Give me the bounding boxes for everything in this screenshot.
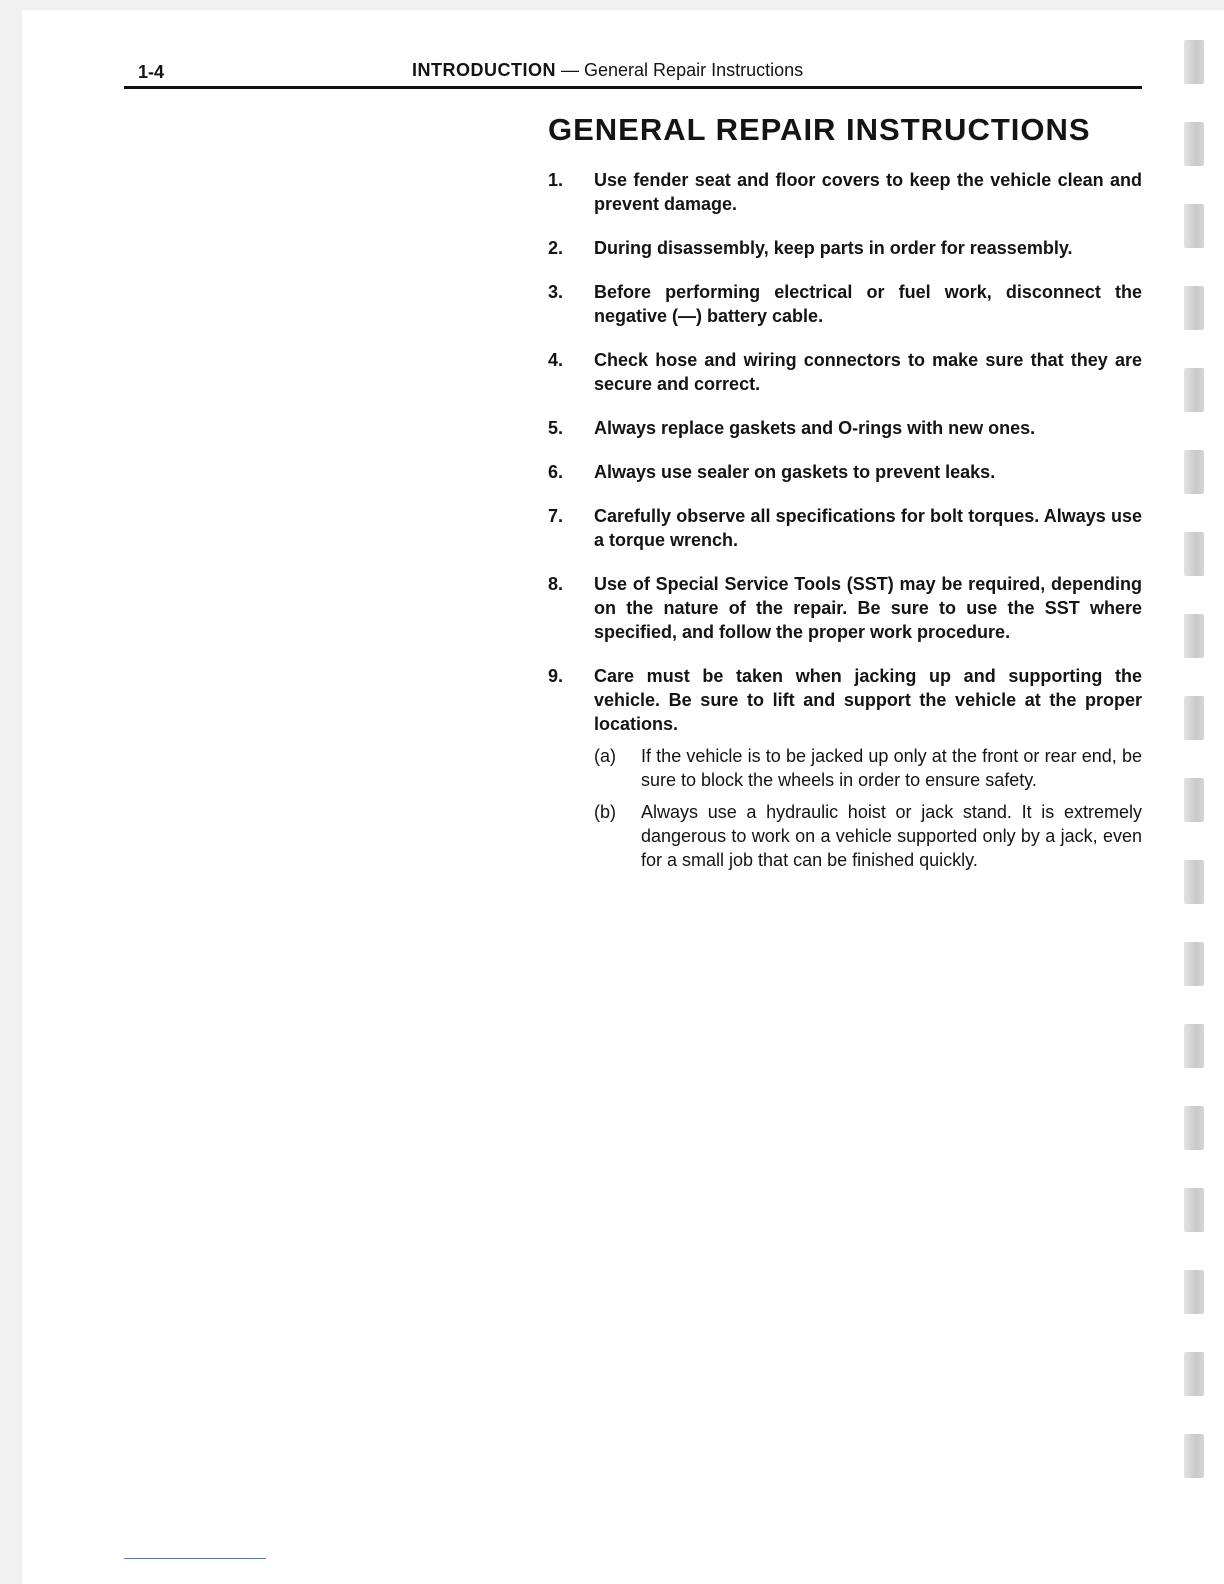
sub-step [594, 800, 1142, 872]
binder-tab [1184, 1106, 1204, 1150]
instructions-content [548, 110, 1142, 892]
binder-tab [1184, 860, 1204, 904]
binder-tab [1184, 40, 1204, 84]
step-text: Care must be taken when jacking up and supporting the vehicle. Be sure to lift and support the vehicle at the proper locations. [594, 666, 1142, 734]
step-body [594, 348, 1142, 396]
binder-tab [1184, 778, 1204, 822]
step-body [594, 168, 1142, 216]
sub-step-text: If the vehicle is to be jacked up only at the front or rear end, be sure to block the wheels in order to ensure safety. [641, 746, 1142, 790]
binder-tab [1184, 122, 1204, 166]
step-number: 2. [548, 238, 564, 258]
step-text: Check hose and wiring connectors to make sure that they are secure and correct. [594, 350, 1142, 394]
step-text: Always replace gaskets and O-rings with new ones. [594, 418, 1036, 438]
binder-tab [1184, 1352, 1204, 1396]
step-body [594, 416, 1142, 440]
step-number: 1. [548, 170, 564, 190]
step-text: Use of Special Service Tools (SST) may be required, depending on the nature of the repair. Be sure to use the SST where specified, and follow the proper work procedure. [594, 574, 1142, 642]
binder-tab [1184, 1434, 1204, 1478]
step-number: 8. [548, 574, 564, 594]
instruction-step [548, 416, 1142, 440]
sub-step-text: Always use a hydraulic hoist or jack stand. It is extremely dangerous to work on a vehicle supported only by a jack, even for a small job that can be finished quickly. [641, 802, 1142, 870]
step-text: Carefully observe all specifications for bolt torques. Always use a torque wrench. [594, 506, 1142, 550]
instruction-step [548, 572, 1142, 644]
step-body [594, 280, 1142, 328]
step-text: During disassembly, keep parts in order for reassembly. [594, 238, 1073, 258]
footnote-rule [124, 1558, 266, 1559]
binder-tab [1184, 614, 1204, 658]
instruction-step [548, 168, 1142, 216]
section-subtitle: — General Repair Instructions [561, 60, 804, 80]
instruction-step [548, 460, 1142, 484]
instruction-step [548, 280, 1142, 328]
step-number: 7. [548, 506, 564, 526]
step-body [594, 572, 1142, 644]
instruction-step [548, 236, 1142, 260]
step-text: Before performing electrical or fuel work, disconnect the negative (—) battery cable. [594, 282, 1142, 326]
step-number: 6. [548, 462, 564, 482]
step-body [594, 236, 1142, 260]
binder-tab [1184, 1270, 1204, 1314]
binder-tab [1184, 696, 1204, 740]
page-title: GENERAL REPAIR INSTRUCTIONS [548, 112, 1091, 147]
binder-tab [1184, 450, 1204, 494]
instruction-step [548, 664, 1142, 872]
sub-step-letter: (b) [594, 802, 616, 822]
binder-tab-strip [1184, 40, 1206, 1570]
binder-tab [1184, 286, 1204, 330]
page-number: 1-4 [138, 62, 165, 82]
step-number: 3. [548, 282, 564, 302]
running-title [412, 60, 803, 81]
step-text: Always use sealer on gaskets to prevent leaks. [594, 462, 996, 482]
instruction-step [548, 504, 1142, 552]
binder-tab [1184, 368, 1204, 412]
binder-tab [1184, 1188, 1204, 1232]
step-text: Use fender seat and floor covers to keep the vehicle clean and prevent damage. [594, 170, 1142, 214]
step-number: 5. [548, 418, 564, 438]
binder-tab [1184, 1024, 1204, 1068]
sub-step-letter: (a) [594, 746, 616, 766]
section-name: INTRODUCTION [412, 60, 556, 80]
binder-tab [1184, 942, 1204, 986]
step-number: 4. [548, 350, 564, 370]
sub-step [594, 744, 1142, 792]
step-number: 9. [548, 666, 564, 686]
instruction-step [548, 348, 1142, 396]
binder-tab [1184, 532, 1204, 576]
step-body [594, 504, 1142, 552]
step-body [594, 664, 1142, 872]
step-body [594, 460, 1142, 484]
binder-tab [1184, 204, 1204, 248]
page-header [124, 58, 1142, 89]
